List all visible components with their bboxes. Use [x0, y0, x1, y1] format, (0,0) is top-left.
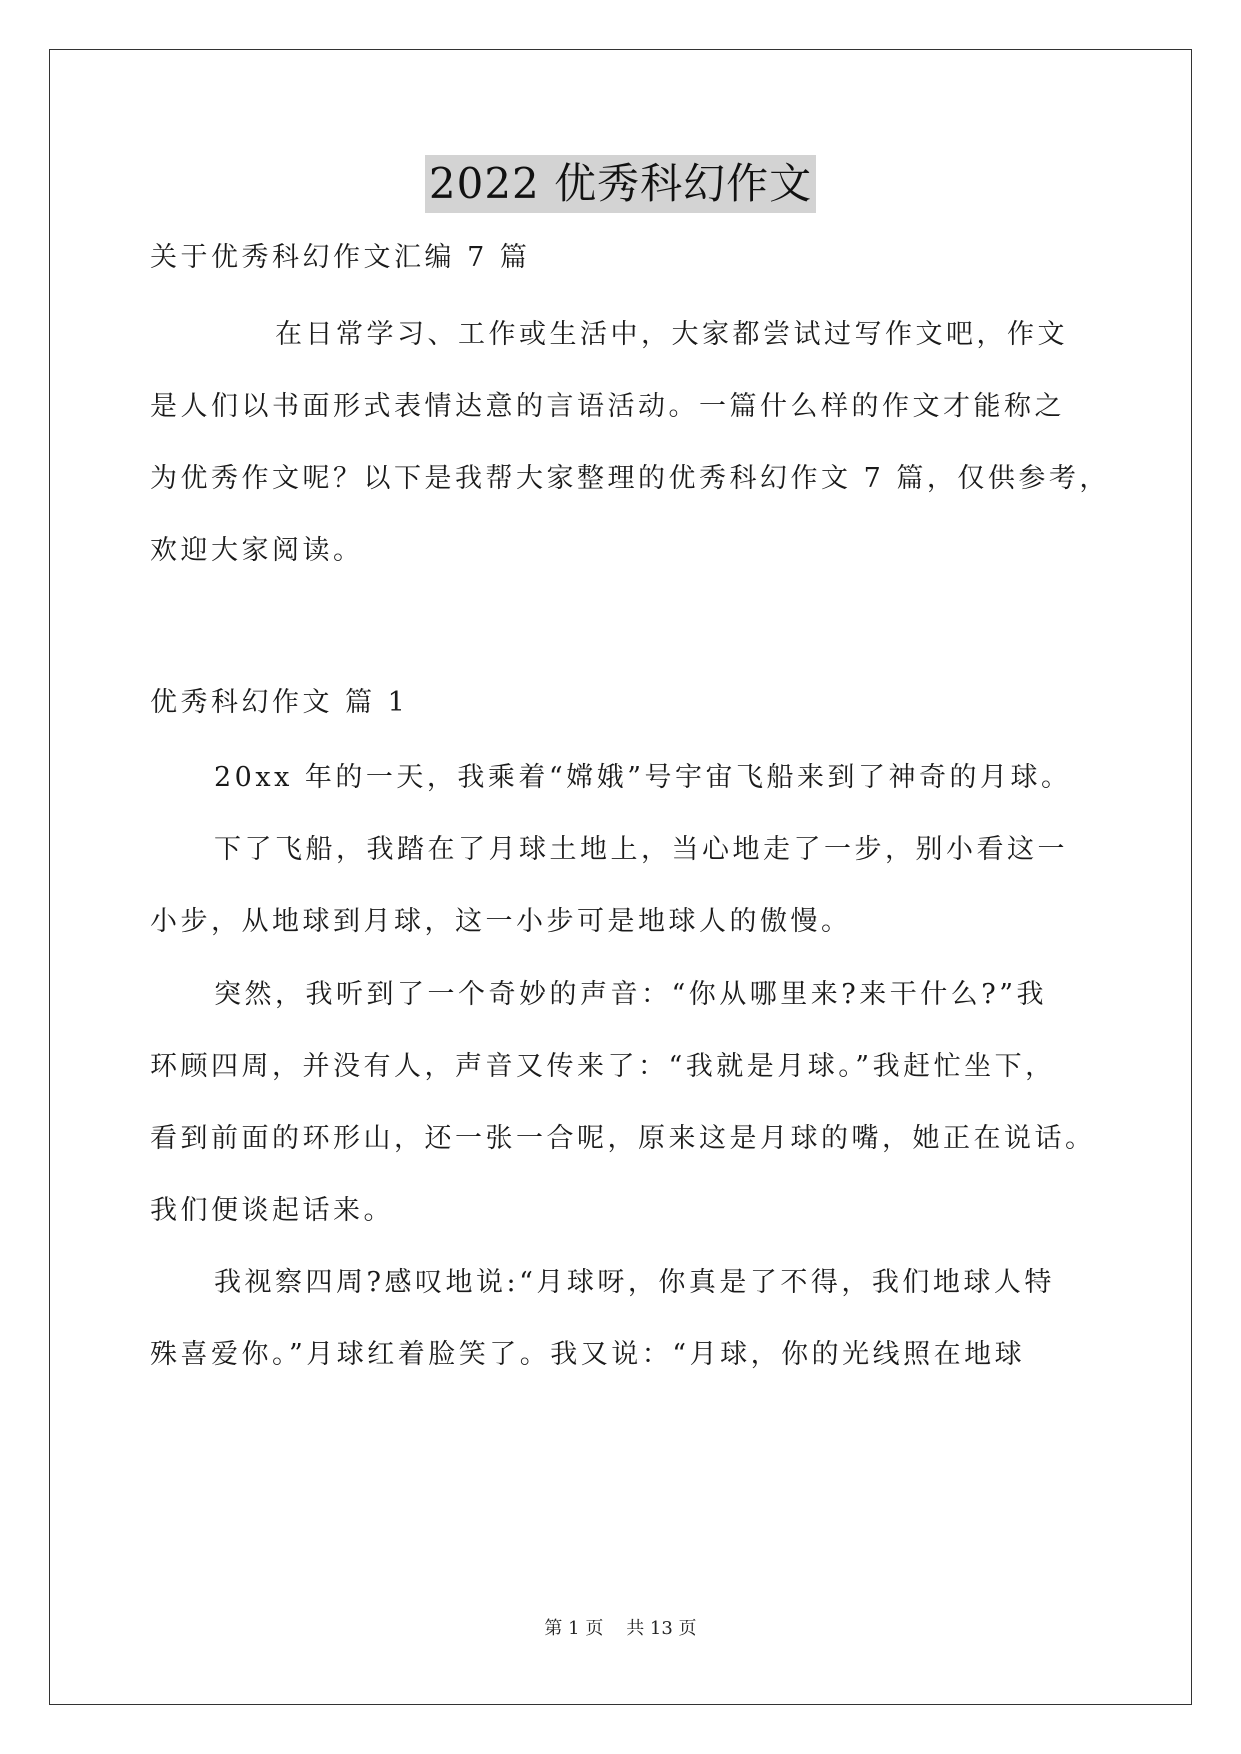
body-line: 20xx 年的一天，我乘着“嫦娥”号宇宙飞船来到了神奇的月球。 [214, 762, 1072, 793]
document-title: 2022 优秀科幻作文 [425, 155, 816, 213]
body-line: 小步，从地球到月球，这一小步可是地球人的傲慢。 [150, 906, 852, 937]
body-line: 殊喜爱你。”月球红着脸笑了。我又说：“月球，你的光线照在地球 [150, 1339, 1026, 1370]
page-footer: 第 1 页 共 13 页 [544, 1618, 697, 1639]
intro-line: 在日常学习、工作或生活中，大家都尝试过写作文吧，作文 [275, 319, 1068, 350]
body-line: 我们便谈起话来。 [150, 1195, 394, 1226]
section-heading: 优秀科幻作文 篇 1 [150, 687, 409, 718]
intro-line: 是人们以书面形式表情达意的言语活动。一篇什么样的作文才能称之 [150, 391, 1065, 422]
intro-line: 欢迎大家阅读。 [150, 535, 364, 566]
title-container [0, 155, 1241, 213]
document-subtitle: 关于优秀科幻作文汇编 7 篇 [150, 242, 531, 273]
body-line: 突然，我听到了一个奇妙的声音：“你从哪里来?来干什么?”我 [214, 979, 1048, 1010]
intro-line: 为优秀作文呢？以下是我帮大家整理的优秀科幻作文 7 篇，仅供参考， [150, 463, 1110, 494]
body-line: 下了飞船，我踏在了月球土地上，当心地走了一步，别小看这一 [214, 834, 1068, 865]
body-line: 我视察四周?感叹地说:“月球呀，你真是了不得，我们地球人特 [214, 1267, 1055, 1298]
page-border [49, 49, 1192, 1705]
body-line: 环顾四周，并没有人，声音又传来了：“我就是月球。”我赶忙坐下， [150, 1051, 1056, 1082]
body-line: 看到前面的环形山，还一张一合呢，原来这是月球的嘴，她正在说话。 [150, 1123, 1096, 1154]
